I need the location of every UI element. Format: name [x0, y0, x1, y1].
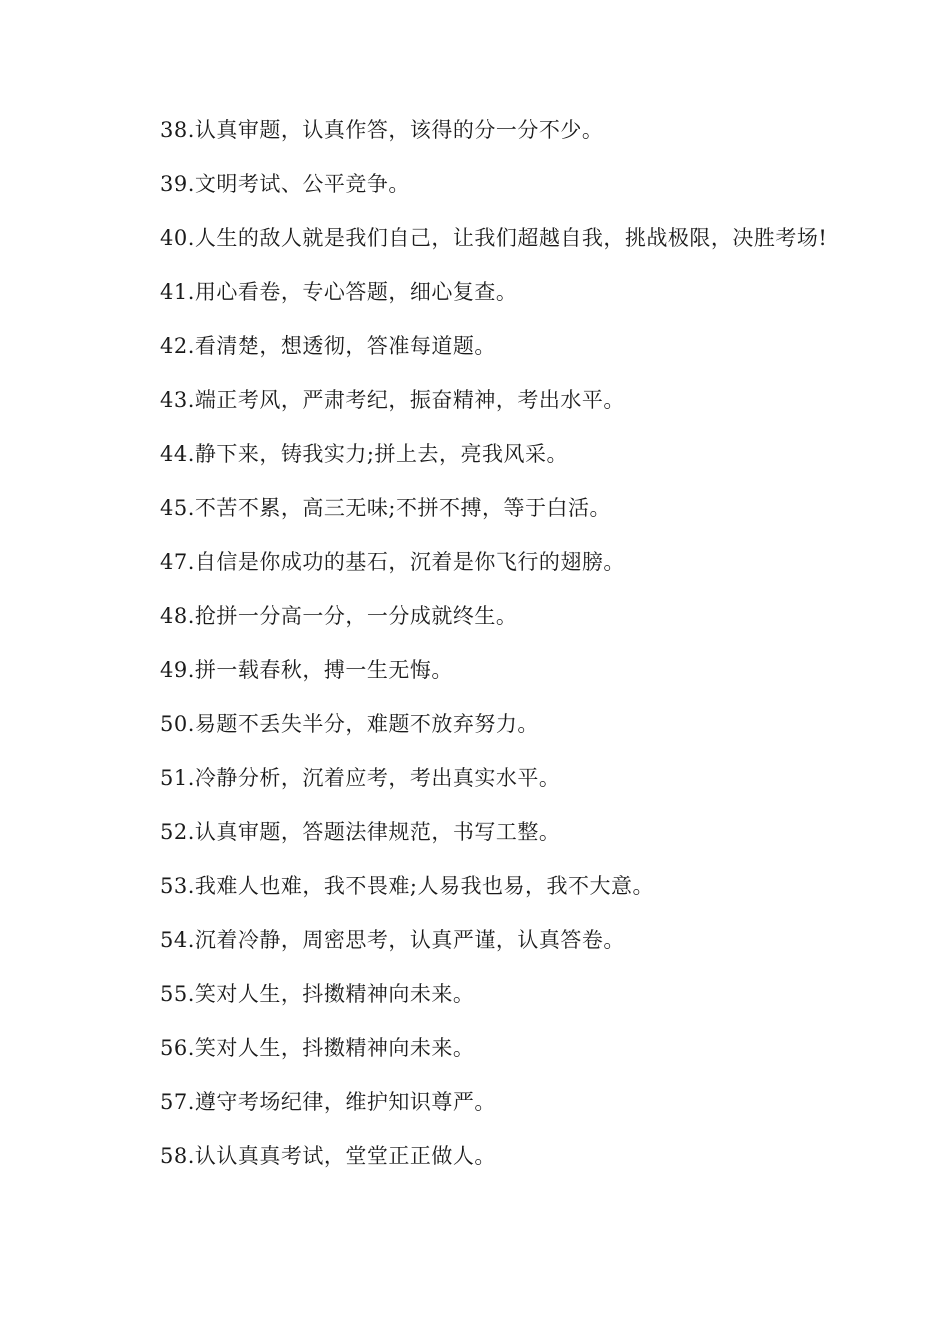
slogan-line-50: 50.易题不丢失半分，难题不放弃努力。 [160, 712, 539, 736]
slogan-line-39: 39.文明考试、公平竞争。 [160, 172, 410, 196]
slogan-line-56: 56.笑对人生，抖擞精神向未来。 [160, 1036, 475, 1060]
slogan-line-43: 43.端正考风，严肃考纪，振奋精神，考出水平。 [160, 388, 625, 412]
document-body [116, 113, 836, 1193]
slogan-line-49: 49.拼一载春秋，搏一生无悔。 [160, 658, 453, 682]
slogan-line-55: 55.笑对人生，抖擞精神向未来。 [160, 982, 475, 1006]
slogan-line-52: 52.认真审题，答题法律规范，书写工整。 [160, 820, 561, 844]
slogan-line-38: 38.认真审题，认真作答，该得的分一分不少。 [160, 118, 604, 142]
slogan-line-53: 53.我难人也难，我不畏难;人易我也易，我不大意。 [160, 874, 654, 898]
slogan-line-47: 47.自信是你成功的基石，沉着是你飞行的翅膀。 [160, 550, 625, 574]
slogan-line-58: 58.认认真真考试，堂堂正正做人。 [160, 1144, 496, 1168]
slogan-line-44: 44.静下来，铸我实力;拼上去，亮我风采。 [160, 442, 568, 466]
slogan-line-57: 57.遵守考场纪律，维护知识尊严。 [160, 1090, 496, 1114]
slogan-line-45: 45.不苦不累，高三无味;不拼不搏，等于白活。 [160, 496, 611, 520]
slogan-line-40: 40.人生的敌人就是我们自己，让我们超越自我，挑战极限，决胜考场! [160, 226, 828, 250]
slogan-line-54: 54.沉着冷静，周密思考，认真严谨，认真答卷。 [160, 928, 625, 952]
slogan-line-41: 41.用心看卷，专心答题，细心复查。 [160, 280, 518, 304]
slogan-line-48: 48.抢拼一分高一分，一分成就终生。 [160, 604, 518, 628]
slogan-line-51: 51.冷静分析，沉着应考，考出真实水平。 [160, 766, 561, 790]
slogan-line-42: 42.看清楚，想透彻，答准每道题。 [160, 334, 496, 358]
